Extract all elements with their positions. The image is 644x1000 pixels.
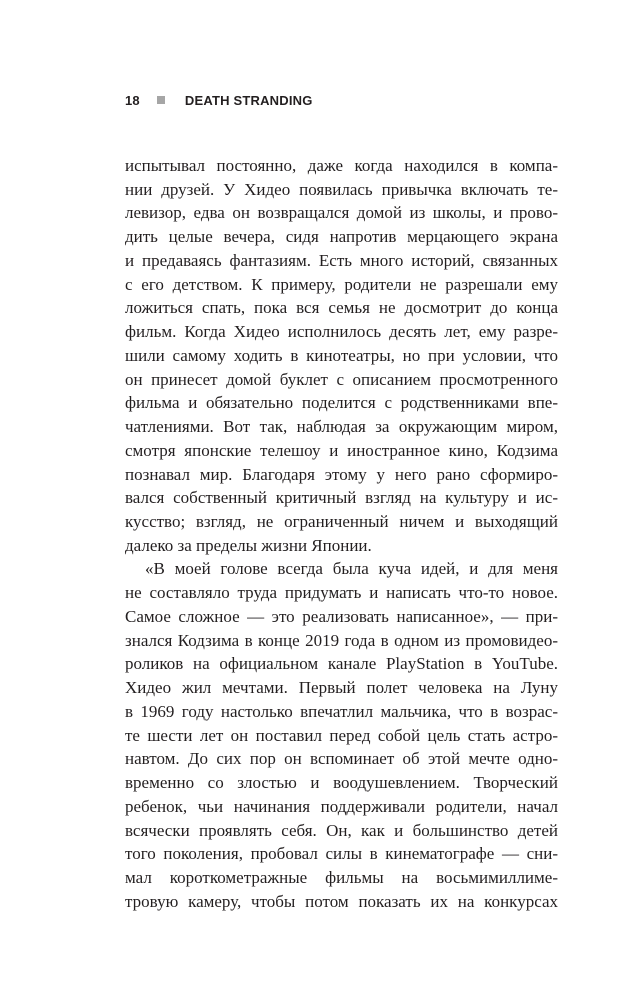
text-line: нии друзей. У Хидео появилась привычка включать те- — [125, 179, 558, 199]
text-line: он принесет домой буклет с описанием просмотренного — [125, 369, 558, 389]
page-header — [125, 91, 313, 109]
square-separator-icon — [157, 96, 165, 104]
text-line: чатлениями. Вот так, наблюдая за окружающим миром, — [125, 417, 558, 437]
text-line: шили самому ходить в кинотеатры, но при условии, что — [125, 345, 558, 365]
text-line: в 1969 году настолько впечатлил мальчика, что в возрас- — [125, 701, 558, 721]
text-line: роликов на официальном канале PlayStation в YouTube. — [125, 654, 558, 674]
text-line: познавал мир. Благодаря этому у него рано сформиро- — [125, 464, 558, 484]
text-line-indented: «В моей голове всегда была куча идей, и для меня — [145, 559, 558, 579]
page-number: 18 — [125, 92, 140, 108]
text-line: смотря японские телешоу и иностранное кино, Кодзима — [125, 440, 558, 460]
paragraph — [125, 557, 558, 913]
text-line: не составляло труда придумать и написать что-то новое. — [125, 583, 558, 603]
text-line: ребенок, чьи начинания поддерживали родители, начал — [125, 796, 558, 816]
text-line: временно со злостью и воодушевлением. Творческий — [125, 773, 558, 793]
text-line: фильма и обязательно поделится с родственниками впе- — [125, 393, 558, 413]
text-line: и предаваясь фантазиям. Есть много историй, связанных — [125, 250, 558, 270]
paragraph — [125, 154, 558, 557]
text-line: испытывал постоянно, даже когда находился в компа- — [125, 156, 558, 175]
text-line: вался собственный критичный взгляд на культуру и ис- — [125, 488, 558, 508]
text-line: мал короткометражные фильмы на восьмимиллиме- — [125, 868, 558, 888]
text-line: кусство; взгляд, не ограниченный ничем и выходящий — [125, 512, 558, 532]
text-line: всячески проявлять себя. Он, как и большинство детей — [125, 820, 558, 840]
text-line: навтом. До сих пор он вспоминает об этой мечте одно- — [125, 749, 558, 769]
text-line-paragraph-end: далеко за пределы жизни Японии. — [125, 535, 372, 555]
text-line: левизор, едва он возвращался домой из школы, и прово- — [125, 203, 558, 223]
body-text — [125, 154, 558, 914]
text-line: того поколения, пробовал силы в кинематографе — сни- — [125, 844, 558, 864]
text-line: те шести лет он поставил перед собой цель стать астро- — [125, 725, 558, 745]
text-line: с его детством. К примеру, родители не разрешали ему — [125, 274, 558, 294]
text-line: фильм. Когда Хидео исполнилось десять лет, ему разре- — [125, 322, 558, 342]
text-line: Самое сложное — это реализовать написанное», — при- — [125, 606, 558, 626]
text-line: ложиться спать, пока вся семья не досмотрит до конца — [125, 298, 558, 318]
text-line: тровую камеру, чтобы потом показать их на конкурсах — [125, 891, 558, 911]
running-title: DEATH STRANDING — [184, 92, 313, 108]
text-line: знался Кодзима в конце 2019 года в одном из промовидео- — [125, 630, 558, 650]
text-line: дить целые вечера, сидя напротив мерцающего экрана — [125, 227, 558, 247]
text-line: Хидео жил мечтами. Первый полет человека на Луну — [125, 678, 558, 698]
